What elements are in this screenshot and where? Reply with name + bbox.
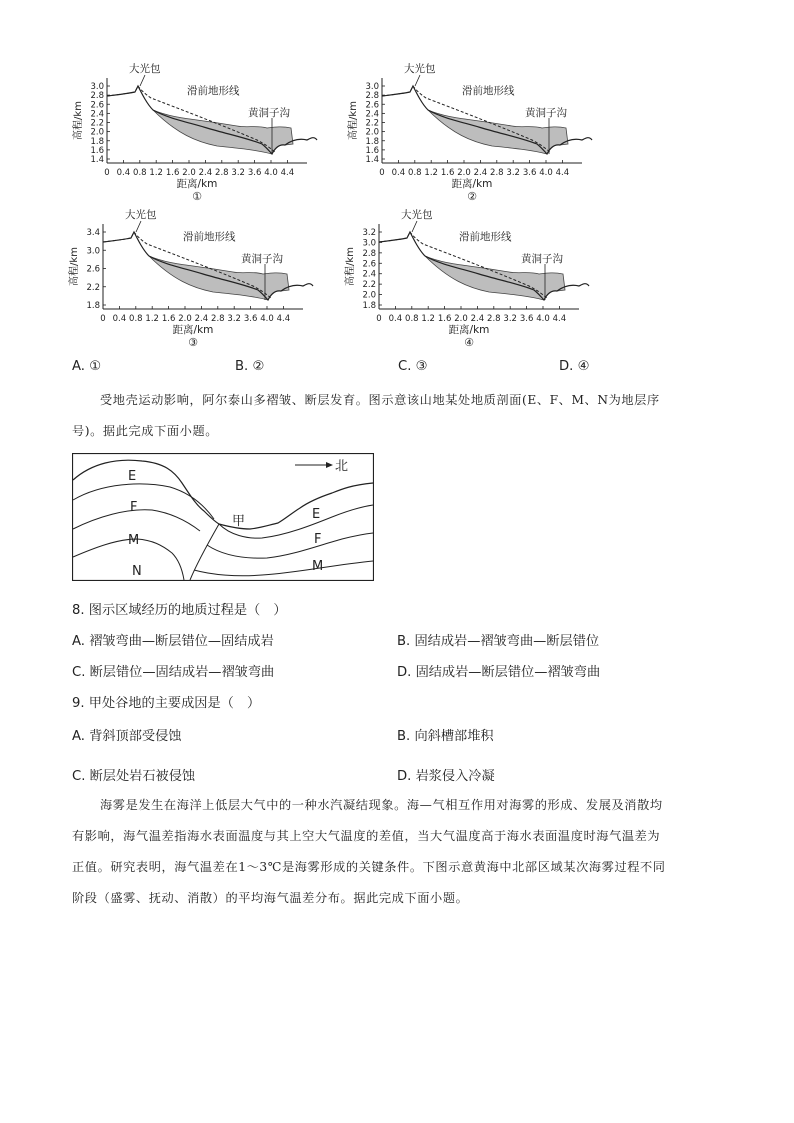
gully-label: 黄洞子沟 xyxy=(248,107,290,119)
x-tick-label: 4.0 xyxy=(539,168,553,178)
y-tick-label: 1.8 xyxy=(90,136,104,147)
y-tick-label: 2.6 xyxy=(86,264,100,275)
y-tick-label: 3.0 xyxy=(362,238,376,249)
layer-label-n-left: N xyxy=(132,564,142,579)
x-tick-label: 2.0 xyxy=(182,168,196,178)
x-tick-label: 3.2 xyxy=(227,314,241,324)
profile-chart-3 xyxy=(67,208,313,349)
x-tick-label: 2.0 xyxy=(178,314,192,324)
q9-option-c[interactable] xyxy=(72,765,195,784)
x-tick-label: 0.8 xyxy=(405,314,419,324)
x-axis-label: 距离/km xyxy=(451,178,493,190)
chart-number: ① xyxy=(192,190,202,203)
x-tick-label: 2.8 xyxy=(215,168,229,178)
x-tick-label: 1.6 xyxy=(161,314,176,324)
peak-pointer xyxy=(412,221,417,232)
y-tick-label: 2.2 xyxy=(365,118,379,129)
chart-number: ③ xyxy=(188,336,198,349)
y-axis-label: 高程/km xyxy=(345,247,356,286)
north-label: 北 xyxy=(335,459,349,474)
q8-option-b[interactable] xyxy=(397,630,599,649)
x-tick-label: 4.4 xyxy=(552,314,567,324)
q9-option-a[interactable] xyxy=(72,725,182,744)
y-tick-label: 2.0 xyxy=(365,127,379,138)
x-tick-label: 2.4 xyxy=(198,168,213,178)
x-tick-label: 0.8 xyxy=(133,168,147,178)
x-tick-label: 3.2 xyxy=(503,314,517,324)
x-tick-label: 1.2 xyxy=(421,314,435,324)
y-tick-label: 2.4 xyxy=(362,269,376,280)
pre-slide-label: 滑前地形线 xyxy=(459,231,512,243)
x-tick-label: 1.6 xyxy=(440,168,455,178)
fog-intro-line-3: 正值。研究表明，海气温差在1～3℃是海雾形成的关键条件。下图示意黄海中北部区域某次海雾过程不同 xyxy=(72,860,666,874)
chart-number: ② xyxy=(467,190,477,203)
q8-option-d-letter: D. xyxy=(397,665,412,680)
y-tick-label: 1.6 xyxy=(365,145,379,156)
y-tick-label: 2.2 xyxy=(86,282,100,293)
x-tick-label: 3.6 xyxy=(522,168,537,178)
q7-option-c-letter: C. xyxy=(398,359,412,374)
y-tick-label: 3.0 xyxy=(86,246,100,257)
y-tick-label: 2.8 xyxy=(365,91,379,102)
layer-label-e-left: E xyxy=(128,469,137,484)
fog-intro-line-4: 阶段（盛雾、抚动、消散）的平均海气温差分布。据此完成下面小题。 xyxy=(72,891,469,905)
y-tick-label: 3.2 xyxy=(362,228,376,238)
peak-label: 大光包 xyxy=(404,63,436,75)
q9-option-d-letter: D. xyxy=(397,769,412,784)
peak-pointer xyxy=(140,75,145,86)
peak-pointer xyxy=(136,221,141,232)
q9-option-c-text: 断层处岩石被侵蚀 xyxy=(89,769,196,784)
y-axis-label: 高程/km xyxy=(73,101,84,140)
x-tick-label: 4.0 xyxy=(536,314,550,324)
q9-option-a-text: 背斜顶部受侵蚀 xyxy=(89,729,182,744)
y-tick-label: 2.0 xyxy=(362,290,376,301)
y-tick-label: 1.4 xyxy=(365,155,379,165)
y-tick-label: 2.4 xyxy=(90,109,104,120)
x-tick-label: 2.4 xyxy=(194,314,209,324)
x-tick-label: 2.8 xyxy=(490,168,504,178)
peak-label: 大光包 xyxy=(125,209,157,221)
x-tick-label: 0.4 xyxy=(116,168,131,178)
q7-option-b-letter: B. xyxy=(235,359,249,374)
y-tick-label: 1.6 xyxy=(90,145,104,156)
x-tick-label: 0.4 xyxy=(388,314,403,324)
y-tick-label: 2.4 xyxy=(365,109,379,120)
y-tick-label: 3.4 xyxy=(86,228,100,238)
x-tick-label: 1.2 xyxy=(424,168,438,178)
peak-pointer xyxy=(415,75,420,86)
x-tick-label: 0.4 xyxy=(391,168,406,178)
y-tick-label: 2.8 xyxy=(90,91,104,102)
fault-line xyxy=(190,524,219,580)
y-tick-label: 3.0 xyxy=(90,82,104,92)
layer-boundary-f-m-right xyxy=(207,533,373,558)
x-tick-label: 3.6 xyxy=(247,168,262,178)
profile-chart-1 xyxy=(71,62,317,203)
profile-charts xyxy=(0,0,794,350)
q7-option-b-text: ② xyxy=(252,359,265,374)
profile-chart-2 xyxy=(346,62,592,203)
geologic-section-diagram xyxy=(72,453,374,581)
q7-option-d-text: ④ xyxy=(577,359,590,374)
y-axis-label: 高程/km xyxy=(69,247,80,286)
y-tick-label: 3.0 xyxy=(365,82,379,92)
x-tick-label: 4.0 xyxy=(264,168,278,178)
q8-option-b-text: 固结成岩—褶皱弯曲—断层错位 xyxy=(414,634,600,649)
x-tick-label: 2.0 xyxy=(457,168,471,178)
pre-slide-label: 滑前地形线 xyxy=(187,85,240,97)
q7-option-d-letter: D. xyxy=(559,359,574,374)
q8-option-a-letter: A. xyxy=(72,634,85,649)
x-tick-label: 2.8 xyxy=(487,314,501,324)
q9-option-d-text: 岩浆侵入冷凝 xyxy=(415,769,495,784)
diagram-frame xyxy=(73,454,374,581)
y-tick-label: 2.6 xyxy=(362,259,376,270)
peak-label: 大光包 xyxy=(129,63,161,75)
y-tick-label: 2.0 xyxy=(90,127,104,138)
x-tick-label: 2.4 xyxy=(470,314,485,324)
gully-label: 黄洞子沟 xyxy=(521,253,563,265)
y-tick-label: 1.8 xyxy=(365,136,379,147)
y-tick-label: 2.6 xyxy=(90,100,104,111)
q7-option-a[interactable] xyxy=(72,359,101,374)
peak-label: 大光包 xyxy=(401,209,433,221)
q7-option-a-text: ① xyxy=(89,359,102,374)
q8-option-d[interactable] xyxy=(397,661,600,680)
y-tick-label: 2.2 xyxy=(90,118,104,129)
x-tick-label: 0.8 xyxy=(129,314,143,324)
x-tick-label: 0 xyxy=(379,168,385,178)
layer-label-m-right: M xyxy=(312,559,324,574)
x-tick-label: 0 xyxy=(100,314,106,324)
q9-option-c-letter: C. xyxy=(72,769,86,784)
q7-option-a-letter: A. xyxy=(72,359,85,374)
y-tick-label: 1.8 xyxy=(362,301,376,311)
x-tick-label: 3.6 xyxy=(519,314,534,324)
y-tick-label: 2.6 xyxy=(365,100,379,111)
q7-option-c-text: ③ xyxy=(415,359,428,374)
x-tick-label: 1.2 xyxy=(149,168,163,178)
x-tick-label: 1.6 xyxy=(165,168,180,178)
q9-stem: 9. 甲处谷地的主要成因是（ ） xyxy=(72,696,261,711)
q8-stem: 8. 图示区域经历的地质过程是（ ） xyxy=(72,603,287,618)
layer-boundary-m-bottom-right xyxy=(194,561,373,576)
fog-intro-line-1: 海雾是发生在海洋上低层大气中的一种水汽凝结现象。海—气相互作用对海雾的形成、发展及消散均 xyxy=(100,798,663,812)
x-tick-label: 3.2 xyxy=(506,168,520,178)
altay-intro-line-1: 受地壳运动影响，阿尔泰山多褶皱、断层发育。图示意该山地某处地质剖面(E、F、M、N为地层序 xyxy=(100,393,660,407)
chart-number: ④ xyxy=(464,336,474,349)
fog-intro-line-2: 有影响，海气温差指海水表面温度与其上空大气温度的差值，当大气温度高于海水表面温度时海气温差为 xyxy=(72,829,661,843)
pre-slide-label: 滑前地形线 xyxy=(462,85,515,97)
y-tick-label: 2.8 xyxy=(362,248,376,259)
q8-option-a-text: 褶皱弯曲—断层错位—固结成岩 xyxy=(89,634,274,649)
q8-option-c-text: 断层错位—固结成岩—褶皱弯曲 xyxy=(89,665,275,680)
x-tick-label: 2.4 xyxy=(473,168,488,178)
gully-label: 黄洞子沟 xyxy=(525,107,567,119)
q7-option-b[interactable] xyxy=(235,359,264,374)
layer-label-f-left: F xyxy=(130,500,138,515)
y-axis-label: 高程/km xyxy=(348,101,359,140)
altay-intro-line-2: 号)。据此完成下面小题。 xyxy=(72,424,219,438)
profile-chart-4 xyxy=(343,208,589,349)
layer-label-e-right: E xyxy=(312,507,321,522)
q9-option-b-text: 向斜槽部堆积 xyxy=(414,729,494,744)
north-arrow-icon xyxy=(326,462,333,468)
q8-option-c-letter: C. xyxy=(72,665,86,680)
layer-label-m-left: M xyxy=(128,533,140,548)
q9-option-a-letter: A. xyxy=(72,729,85,744)
x-tick-label: 1.6 xyxy=(437,314,452,324)
q7-option-d[interactable] xyxy=(559,359,589,374)
x-tick-label: 2.8 xyxy=(211,314,225,324)
x-tick-label: 0 xyxy=(376,314,382,324)
x-tick-label: 0.4 xyxy=(112,314,127,324)
y-tick-label: 1.4 xyxy=(90,155,104,165)
x-tick-label: 4.4 xyxy=(555,168,570,178)
q8-option-b-letter: B. xyxy=(397,634,411,649)
x-tick-label: 2.0 xyxy=(454,314,468,324)
x-tick-label: 0.8 xyxy=(408,168,422,178)
x-axis-label: 距离/km xyxy=(172,324,214,336)
x-tick-label: 1.2 xyxy=(145,314,159,324)
pre-slide-label: 滑前地形线 xyxy=(183,231,236,243)
q7-option-c[interactable] xyxy=(398,359,427,374)
q8-option-c[interactable] xyxy=(72,661,274,680)
x-axis-label: 距离/km xyxy=(448,324,490,336)
layer-boundary-e-f-left xyxy=(73,484,214,519)
x-tick-label: 4.0 xyxy=(260,314,274,324)
x-tick-label: 4.4 xyxy=(276,314,291,324)
q9-option-b[interactable] xyxy=(397,725,494,744)
x-tick-label: 4.4 xyxy=(280,168,295,178)
q9-option-b-letter: B. xyxy=(397,729,411,744)
gully-label: 黄洞子沟 xyxy=(241,253,283,265)
y-tick-label: 2.2 xyxy=(362,280,376,291)
x-tick-label: 3.2 xyxy=(231,168,245,178)
x-tick-label: 0 xyxy=(104,168,110,178)
y-tick-label: 1.8 xyxy=(86,301,100,311)
q8-option-a[interactable] xyxy=(72,630,274,649)
x-axis-label: 距离/km xyxy=(176,178,218,190)
valley-label: 甲 xyxy=(232,514,246,529)
q9-option-d[interactable] xyxy=(397,765,495,784)
x-tick-label: 3.6 xyxy=(243,314,258,324)
layer-label-f-right: F xyxy=(314,532,322,547)
q8-option-d-text: 固结成岩—断层错位—褶皱弯曲 xyxy=(415,665,601,680)
